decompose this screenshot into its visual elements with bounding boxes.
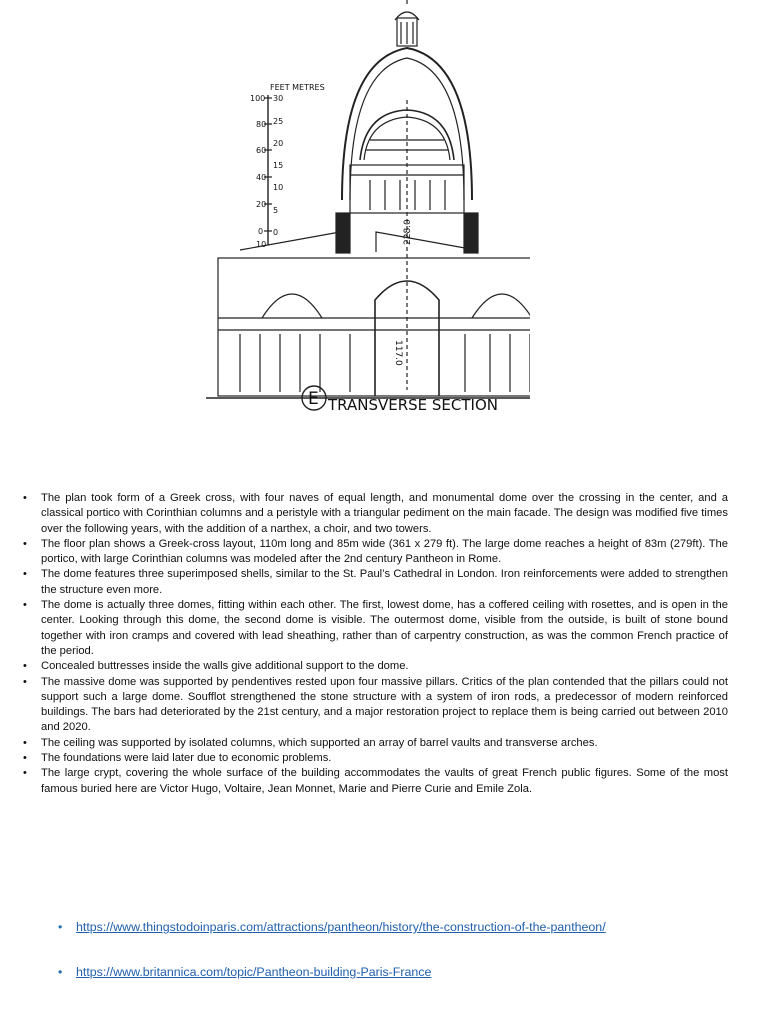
scale-heading: FEET METRES — [270, 83, 325, 92]
list-item: • The plan took form of a Greek cross, with four naves of equal length, and monumental dome over the crossing in the center, and a classical portico with Corinthian columns and a peristyle with a triangular pediment on the main facade. The design was modified five times over the following years, with the addition of a narthex, a choir, and two towers. — [22, 491, 728, 537]
feet-tick: 60 — [256, 146, 267, 155]
metre-tick: 10 — [273, 183, 284, 192]
metre-tick: 5 — [273, 206, 279, 215]
list-item: • The dome features three superimposed shells, similar to the St. Paul’s Cathedral in London. Iron reinforcements were added to strengthen the structure even more. — [22, 567, 728, 598]
metre-tick: 0 — [273, 228, 279, 237]
feet-tick: 80 — [256, 120, 267, 129]
feet-tick: 10 — [256, 240, 267, 249]
transverse-section-figure — [200, 0, 530, 425]
feet-tick: 100 — [250, 94, 266, 103]
transverse-section-drawing — [200, 0, 530, 425]
list-item: • The massive dome was supported by pendentives rested upon four massive pillars. Critics of the plan contended that the pillars could not support such a large dome. Soufflot strengthened the stone structure with a system of iron rods, a predecessor of modern reinforced buildings. The bars had deteriorated by the 21st century, and a major restoration project to replace them is being carried out between 2010 and 2020. — [22, 675, 728, 736]
source-link[interactable]: https://www.thingstodoinparis.com/attractions/pantheon/history/the-construction-of-the-pantheon/ — [76, 920, 606, 934]
list-item: • The foundations were laid later due to economic problems. — [22, 751, 728, 766]
lantern-cap — [395, 12, 419, 20]
metre-tick: 25 — [273, 117, 284, 126]
source-item — [58, 965, 618, 980]
feet-tick: 0 — [258, 227, 264, 236]
list-item: • The ceiling was supported by isolated columns, which supported an array of barrel vaults and transverse arches. — [22, 736, 728, 751]
section-title: TRANSVERSE SECTION — [328, 396, 498, 414]
feet-tick: 40 — [256, 173, 267, 182]
list-item: • The dome is actually three domes, fitting within each other. The first, lowest dome, has a coffered ceiling with rosettes, and is open in the center. Looking through this dome, the second dome is visible. The outermost dome, visible from the outside, is built of stone bound together with iron cramps and covered with lead sheathing, rather than of carpentry construction, as was the common French practice of the period. — [22, 598, 728, 659]
sources-list — [58, 920, 618, 979]
nave-body — [218, 258, 530, 396]
metre-tick: 30 — [273, 94, 284, 103]
source-link[interactable]: https://www.britannica.com/topic/Pantheon-building-Paris-France — [76, 964, 432, 979]
metre-tick: 15 — [273, 161, 284, 170]
metre-tick: 20 — [273, 139, 284, 148]
feet-tick: 20 — [256, 200, 267, 209]
section-letter: E — [308, 389, 319, 409]
dimension-upper: 228.0 — [403, 219, 413, 245]
list-item: • The large crypt, covering the whole surface of the building accommodates the vaults of great French public figures. Some of the most famous buried here are Victor Hugo, Voltaire, Jean Monnet, Marie and Pierre Curie and Emile Zola. — [22, 766, 728, 797]
dimension-lower: 117.0 — [393, 340, 403, 366]
list-item: • Concealed buttresses inside the walls give additional support to the dome. — [22, 659, 728, 674]
facts-list — [22, 491, 728, 797]
source-item — [58, 920, 618, 935]
list-item: • The floor plan shows a Greek-cross layout, 110m long and 85m wide (361 x 279 ft). The large dome reaches a height of 83m (279ft). The portico, with large Corinthian columns was modeled after the 2nd century Pantheon in Rome. — [22, 537, 728, 568]
